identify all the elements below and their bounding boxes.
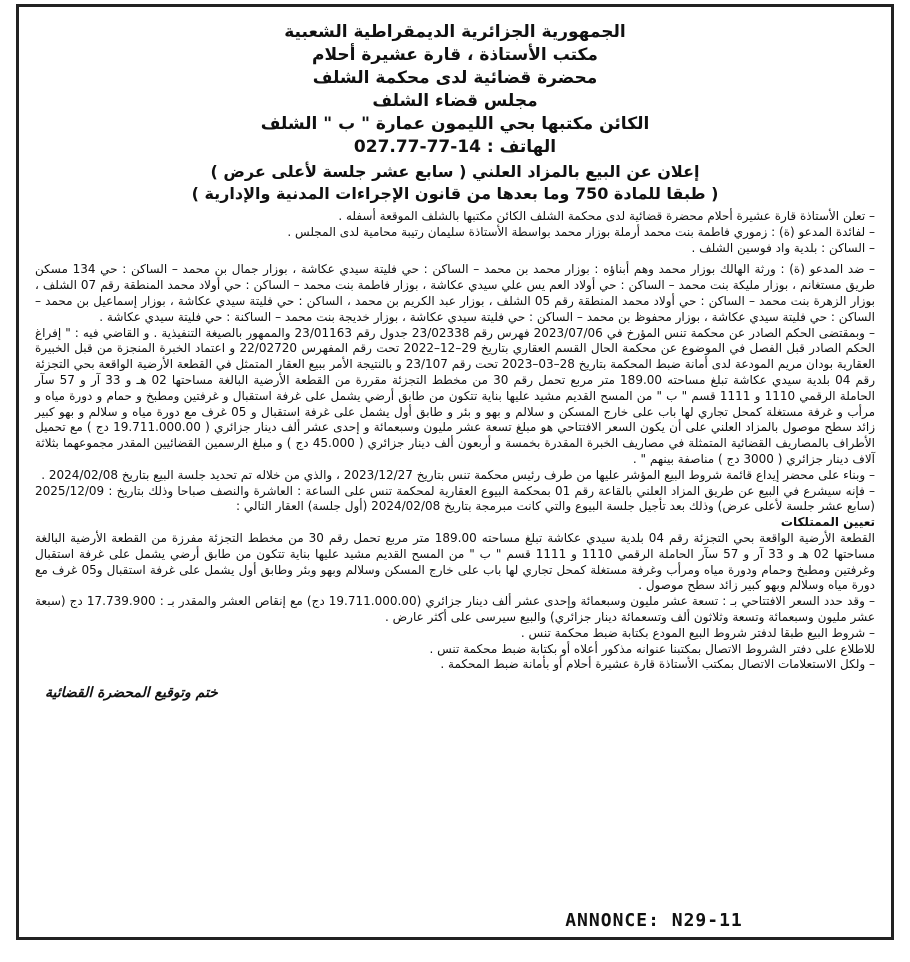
paragraph-sale-conditions: – شروط البيع طبقا لدفتر شروط البيع المودع بكتابة ضبط محكمة تنس . <box>520 625 875 640</box>
paragraph-opening-price: – وقد حدد السعر الافتتاحي بـ : تسعة عشر مليون وسبعمائة وإحدى عشر ألف دينار جزائري (19.711.000.00 دج) مع إنقاص العشر والمقدر بـ : 17.739.900 دج (سبعة عشر مليون وسبعمائة وتسعة وثلاثون ألف وتسعمائة دينار جزائري) والبيع سيرسى على أكثر عارض . <box>35 594 875 624</box>
property-heading: تعيين الممتلكات <box>780 515 875 530</box>
paragraph-announcer: – تعلن الأستاذة قارة عشيرة أحلام محضرة قضائية لدى محكمة الشلف الكائن مكتبها بالشلف الموقعة أسفله . <box>338 209 875 223</box>
legal-notice-page <box>16 4 894 940</box>
header-court: مجلس قضاء الشلف <box>372 91 538 111</box>
announcement-line-2: ( طبقا للمادة 750 وما بعدها من قانون الإجراءات المدنية والإدارية ) <box>191 184 719 203</box>
paragraph-judgment: – وبمقتضى الحكم الصادر عن محكمة تنس المؤرخ في 2023/07/06 فهرس رقم 23/02338 جدول رقم 23/01163 والممهور بالصيغة التنفيذية . و القاضي فيه : " إفراغ الحكم الصادر قبل الفصل في الموضوع عن محكمة الحال القسم العقاري بتاريخ 29–12–2022 تحت رقم المفهرس 22/02720 و اعتماد الخبرة المنجزة من قبل الخبيرة العقارية بودان مريم المودعة لدى أمانة ضبط المحكمة بتاريخ 28–03–2023 تحت رقم 23/107 و بالنتيجة الأمر ببيع العقار المتمثل في القطعة الأرضية الواقعة بحي التجزئة رقم 04 بلدية سيدي عكاشة تبلغ مساحته 189.00 متر مربع تحمل رقم 30 من مخطط التجزئة مقررة من القطعة الأرضية البالغة مساحتها 02 هـ و 33 آر و 57 سآر الحاملة الرقمي 1110 و 1111 قسم " ب " من المسح القديم مشيد عليها بناية تتكون من طابق أرضي يشمل على غرفة استقبال و غرفتين ومطبخ و حمام و دورة مياه و مرأب و غرفة مستغلة كمحل تجاري لها باب على خارج المسكن و سلالم و بهو و بئر و طابق أول يشمل على غرفة استقبال و 05 غرف مع دورة مياه و سلالم و بهو كبير زائد سطح موصول بالمزاد العلني على أن يكون السعر الافتتاحي هو مبلغ تسعة عشر مليون وسبعمائة و إحدى عشر ألف دينار جزائري ( 19.711.000.00 دج ) مع تحميل الأطراف بالمصاريف القضائية المتمثلة في مصاريف الخبرة المقدرة بخمسة و أربعون ألف دينار جزائري ( 45.000 دج ) و مبلغ الرسمين القضائيين المقدر مجموعهما بثلاثة آلاف دينار جزائري ( 3000 دج ) مناصفة بينهم " . <box>35 325 875 466</box>
notice-header <box>35 21 875 159</box>
paragraph-consult: للاطلاع على دفتر الشروط الاتصال بمكتبنا عنوانه مذكور أعلاه أو بكتابة ضبط محكمة تنس . <box>429 641 875 656</box>
paragraph-defendants: – ضد المدعو (ة) : ورثة الهالك بوزار محمد وهم أبناؤه : بوزار محمد بن محمد – الساكن : حي فليتة سيدي عكاشة ، بوزار جمال بن محمد – الساكن : حي 134 مسكن طريق مستغانم ، بوزار مليكة بنت محمد – الساكن : حي أولاد العم يس علي سيدي عكاشة ، بوزار فاطمة بنت محمد – الساكن : حي أولاد محمد المنطقة رقم 07 الشلف ، بوزار الزهرة بنت محمد – الساكن : حي أولاد محمد المنطقة رقم 05 الشلف ، بوزار عبد الكريم بن محمد ، الساكن : حي فليتة سيدي عكاشة ، بوزار إسماعيل بن محمد – الساكن : حي فليتة سيدي عكاشة ، بوزار محفوظ بن محمد – الساكن : حي فليتة سيدي عكاشة ، بوزار خديجة بنت محمد – الساكنة : حي فليتة سيدي عكاشة . <box>35 262 875 324</box>
announcement-title <box>35 161 875 205</box>
announcement-line-1: إعلان عن البيع بالمزاد العلني ( سابع عشر جلسة لأعلى عرض ) <box>210 162 700 181</box>
paragraph-beneficiary-address: – الساكن : بلدية واد فوسين الشلف . <box>691 240 875 255</box>
annonce-number: ANNONCE: N29-11 <box>565 910 743 931</box>
paragraph-beneficiary: – لفائدة المدعو (ة) : زموري فاطمة بنت محمد أرملة بوزار محمد بواسطة الأستاذة سليمان رتيبة محامية لدى المجلس . <box>287 224 875 239</box>
header-role: محضرة قضائية لدى محكمة الشلف <box>312 68 598 88</box>
annonce-box <box>539 910 769 931</box>
header-office: مكتب الأستاذة ، قارة عشيرة أحلام <box>312 45 598 65</box>
paragraph-property-description: القطعة الأرضية الواقعة بحي التجزئة رقم 04 بلدية سيدي عكاشة تبلغ مساحته 189.00 متر مربع تحمل رقم 30 من مخطط التجزئة مفرزة من القطعة الأرضية البالغة مساحتها 02 هـ و 33 آر و 57 سآر الحاملة الرقمي 1110 و 1111 قسم " ب " من المسح القديم مشيد عليها بناية تتكون من طابق أرضي يشمل على غرفة استقبال وغرفتين ومطبخ وحمام ودورة مياه ومرأب وغرفة مستغلة كمحل تجاري لها باب على خارج المسكن وسلالم وبهو وبئر وطابق أول يشمل على غرفة استقبال و05 غرف مع دورة مياه وسلالم وبهو كبير زائد سطح موصول . <box>35 530 875 593</box>
header-phone: الهاتف : 14-77-027.77 <box>353 137 557 157</box>
header-address: الكائن مكتبها بحي الليمون عمارة " ب " الشلف <box>260 114 650 134</box>
signature-line: ختم وتوقيع المحضرة القضائية <box>45 685 218 702</box>
paragraph-contact: – ولكل الاستعلامات الاتصال بمكتب الأستاذة قارة عشيرة أحلام أو بأمانة ضبط المحكمة . <box>440 657 875 672</box>
paragraph-auction-date: – فإنه سيشرع في البيع عن طريق المزاد العلني بالقاعة رقم 01 بمحكمة البيوع العقارية لمحكمة تنس على الساعة : العاشرة والنصف صباحا وذلك بتاريخ : 2025/12/09 (سابع عشر جلسة لأعلى عرض) وذلك بعد تأجيل جلسة البيوع والتي كانت مبرمجة بتاريخ 2024/02/08 (أول جلسة) العقار التالي : <box>35 483 875 514</box>
paragraph-conditions-filing: – وبناء على محضر إيداع قائمة شروط البيع المؤشر عليها من طرف رئيس محكمة تنس بتاريخ 2023/12/27 ، والذي من خلاله تم تحديد جلسة البيع بتاريخ 2024/02/08 . <box>41 467 875 482</box>
header-country: الجمهورية الجزائرية الديمقراطية الشعبية <box>284 22 626 42</box>
notice-body <box>35 209 875 673</box>
